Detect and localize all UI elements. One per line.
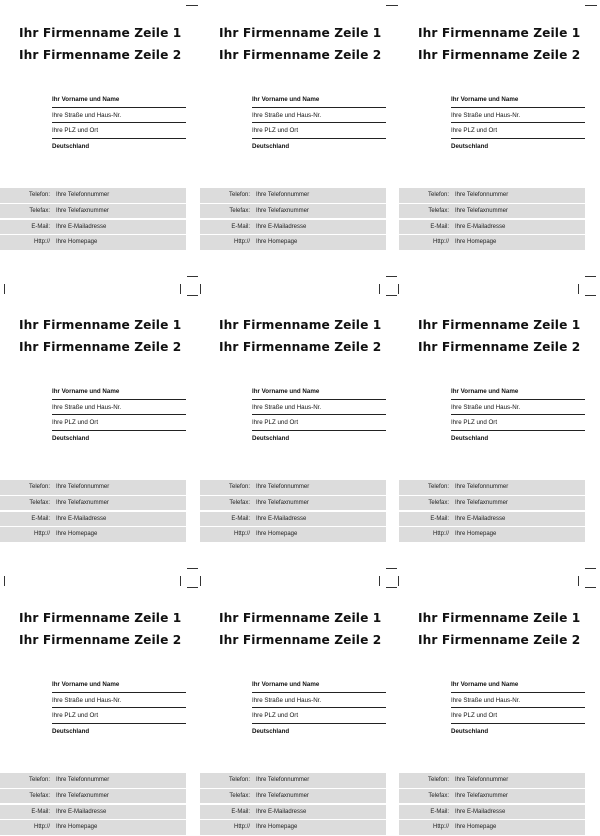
contact-value: Ihre Telefonnummer <box>256 777 310 783</box>
company-name-line2: Ihr Firmenname Zeile 2 <box>418 340 581 354</box>
company-name-line1: Ihr Firmenname Zeile 1 <box>19 26 182 40</box>
contact-value: Ihre Homepage <box>455 531 497 538</box>
country: Deutschland <box>451 142 489 150</box>
contact-label: Telefon: <box>228 484 250 490</box>
contact-value: Ihre Homepage <box>455 239 497 246</box>
address-block <box>252 677 386 739</box>
contact-label: Telefon: <box>228 777 250 783</box>
address-block <box>252 92 386 154</box>
contact-value: Ihre Telefonnummer <box>455 777 509 783</box>
contact-value: Ihre Telefaxnummer <box>256 792 309 799</box>
crop-mark <box>386 568 397 569</box>
company-name-line2: Ihr Firmenname Zeile 2 <box>418 48 581 62</box>
company-name-line2: Ihr Firmenname Zeile 2 <box>19 633 182 647</box>
crop-mark <box>379 576 380 586</box>
contact-row <box>0 805 186 820</box>
crop-mark <box>200 284 201 294</box>
person-name: Ihr Vorname und Name <box>252 384 386 400</box>
street-address: Ihre Straße und Haus-Nr. <box>451 108 585 124</box>
contact-label: Telefax: <box>428 499 449 506</box>
crop-mark <box>585 5 597 6</box>
contact-value: Ihre Telefaxnummer <box>56 207 109 214</box>
contact-label: E-Mail: <box>231 808 250 815</box>
person-name: Ihr Vorname und Name <box>451 92 585 108</box>
business-card <box>200 585 389 835</box>
crop-mark <box>386 276 397 277</box>
business-card <box>399 585 588 835</box>
contact-label: E-Mail: <box>430 515 449 522</box>
person-name: Ihr Vorname und Name <box>451 384 585 400</box>
contact-row <box>200 789 386 804</box>
contact-row <box>399 512 585 527</box>
person-name: Ihr Vorname und Name <box>451 677 585 693</box>
contact-row <box>0 204 186 219</box>
business-card <box>200 0 389 250</box>
crop-mark <box>386 5 398 6</box>
business-card <box>0 0 189 250</box>
contact-value: Ihre Telefaxnummer <box>455 499 508 506</box>
contact-value: Ihre E-Mailadresse <box>455 223 506 230</box>
contact-row <box>200 204 386 219</box>
contact-value: Ihre Telefaxnummer <box>455 207 508 214</box>
contact-row <box>0 527 186 542</box>
contact-label: Telefax: <box>229 792 250 799</box>
contact-label: E-Mail: <box>31 515 50 522</box>
person-name: Ihr Vorname und Name <box>52 677 186 693</box>
crop-mark <box>4 284 5 294</box>
contact-row <box>0 773 186 788</box>
contact-row <box>0 220 186 235</box>
contact-block <box>0 188 186 251</box>
postal-city: Ihre PLZ und Ort <box>52 123 186 139</box>
crop-mark <box>585 587 596 588</box>
company-name-line1: Ihr Firmenname Zeile 1 <box>418 26 581 40</box>
postal-city: Ihre PLZ und Ort <box>451 708 585 724</box>
contact-value: Ihre E-Mailadresse <box>256 223 307 230</box>
contact-label: Http:// <box>33 239 50 246</box>
country: Deutschland <box>252 434 290 442</box>
person-name: Ihr Vorname und Name <box>252 92 386 108</box>
contact-row <box>200 220 386 235</box>
person-name: Ihr Vorname und Name <box>52 384 186 400</box>
address-block <box>451 384 585 446</box>
company-name-line2: Ihr Firmenname Zeile 2 <box>219 48 382 62</box>
crop-mark <box>180 576 181 586</box>
contact-label: Telefon: <box>427 192 449 198</box>
street-address: Ihre Straße und Haus-Nr. <box>52 108 186 124</box>
crop-mark <box>4 576 5 586</box>
crop-mark <box>578 576 579 586</box>
street-address: Ihre Straße und Haus-Nr. <box>52 400 186 416</box>
business-card <box>0 292 189 542</box>
contact-row <box>399 789 585 804</box>
crop-mark <box>186 5 198 6</box>
address-block <box>52 384 186 446</box>
contact-label: Http:// <box>233 239 250 246</box>
country: Deutschland <box>451 434 489 442</box>
contact-row <box>200 527 386 542</box>
contact-block <box>200 188 386 251</box>
contact-value: Ihre Telefonnummer <box>455 484 509 490</box>
country: Deutschland <box>52 727 90 735</box>
postal-city: Ihre PLZ und Ort <box>252 415 386 431</box>
street-address: Ihre Straße und Haus-Nr. <box>252 693 386 709</box>
contact-row <box>200 512 386 527</box>
street-address: Ihre Straße und Haus-Nr. <box>451 693 585 709</box>
contact-label: Http:// <box>33 531 50 538</box>
postal-city: Ihre PLZ und Ort <box>451 415 585 431</box>
contact-row <box>399 480 585 495</box>
crop-mark <box>200 576 201 586</box>
contact-value: Ihre E-Mailadresse <box>455 515 506 522</box>
contact-label: Telefax: <box>29 207 50 214</box>
contact-value: Ihre Homepage <box>256 239 298 246</box>
company-name-line1: Ihr Firmenname Zeile 1 <box>219 26 382 40</box>
contact-label: Http:// <box>432 239 449 246</box>
contact-value: Ihre E-Mailadresse <box>56 223 107 230</box>
address-block <box>451 92 585 154</box>
contact-value: Ihre Homepage <box>56 531 98 538</box>
contact-row <box>399 773 585 788</box>
contact-row <box>399 204 585 219</box>
company-name-line1: Ihr Firmenname Zeile 1 <box>418 318 581 332</box>
contact-label: Telefax: <box>428 792 449 799</box>
contact-label: Http:// <box>233 824 250 831</box>
contact-label: Telefon: <box>427 484 449 490</box>
contact-value: Ihre E-Mailadresse <box>256 515 307 522</box>
contact-row <box>399 235 585 250</box>
contact-value: Ihre Homepage <box>256 824 298 831</box>
contact-label: E-Mail: <box>31 223 50 230</box>
crop-mark <box>398 576 399 586</box>
contact-value: Ihre Homepage <box>56 824 98 831</box>
contact-label: Http:// <box>432 531 449 538</box>
contact-label: E-Mail: <box>231 515 250 522</box>
crop-mark <box>585 295 596 296</box>
company-name-line2: Ihr Firmenname Zeile 2 <box>19 48 182 62</box>
crop-mark <box>180 284 181 294</box>
contact-label: Telefax: <box>229 207 250 214</box>
contact-row <box>399 805 585 820</box>
crop-mark <box>398 284 399 294</box>
contact-value: Ihre Telefonnummer <box>256 192 310 198</box>
contact-row <box>200 235 386 250</box>
contact-label: Telefax: <box>229 499 250 506</box>
contact-row <box>200 188 386 203</box>
contact-label: Telefon: <box>28 484 50 490</box>
crop-mark <box>187 276 198 277</box>
contact-row <box>0 820 186 835</box>
contact-label: E-Mail: <box>31 808 50 815</box>
street-address: Ihre Straße und Haus-Nr. <box>252 108 386 124</box>
crop-mark <box>585 568 596 569</box>
contact-value: Ihre E-Mailadresse <box>56 515 107 522</box>
company-name-line2: Ihr Firmenname Zeile 2 <box>219 340 382 354</box>
country: Deutschland <box>52 142 90 150</box>
postal-city: Ihre PLZ und Ort <box>451 123 585 139</box>
company-name-line2: Ihr Firmenname Zeile 2 <box>19 340 182 354</box>
contact-value: Ihre Telefonnummer <box>56 777 110 783</box>
contact-label: Http:// <box>233 531 250 538</box>
contact-label: E-Mail: <box>430 808 449 815</box>
address-block <box>252 384 386 446</box>
contact-value: Ihre Telefaxnummer <box>256 499 309 506</box>
company-name-line2: Ihr Firmenname Zeile 2 <box>418 633 581 647</box>
contact-value: Ihre Telefaxnummer <box>56 792 109 799</box>
crop-mark <box>187 587 198 588</box>
company-name-line1: Ihr Firmenname Zeile 1 <box>219 611 382 625</box>
contact-row <box>399 527 585 542</box>
contact-row <box>200 773 386 788</box>
crop-mark <box>379 284 380 294</box>
contact-row <box>200 496 386 511</box>
address-block <box>52 677 186 739</box>
contact-row <box>0 235 186 250</box>
country: Deutschland <box>451 727 489 735</box>
contact-label: Telefon: <box>28 777 50 783</box>
country: Deutschland <box>252 727 290 735</box>
contact-row <box>399 820 585 835</box>
postal-city: Ihre PLZ und Ort <box>52 415 186 431</box>
crop-mark <box>386 295 397 296</box>
contact-block <box>399 773 585 836</box>
contact-value: Ihre Telefonnummer <box>455 192 509 198</box>
street-address: Ihre Straße und Haus-Nr. <box>52 693 186 709</box>
contact-label: Telefax: <box>29 792 50 799</box>
contact-row <box>200 480 386 495</box>
contact-block <box>399 188 585 251</box>
contact-value: Ihre E-Mailadresse <box>56 808 107 815</box>
country: Deutschland <box>52 434 90 442</box>
contact-label: Telefon: <box>427 777 449 783</box>
contact-label: Telefax: <box>428 207 449 214</box>
company-name-line2: Ihr Firmenname Zeile 2 <box>219 633 382 647</box>
business-card <box>0 585 189 835</box>
business-card <box>399 0 588 250</box>
postal-city: Ihre PLZ und Ort <box>52 708 186 724</box>
crop-mark <box>187 568 198 569</box>
contact-value: Ihre Telefonnummer <box>56 484 110 490</box>
company-name-line1: Ihr Firmenname Zeile 1 <box>19 611 182 625</box>
street-address: Ihre Straße und Haus-Nr. <box>451 400 585 416</box>
contact-block <box>0 480 186 543</box>
contact-value: Ihre Telefaxnummer <box>256 207 309 214</box>
contact-block <box>399 480 585 543</box>
contact-block <box>200 773 386 836</box>
contact-row <box>0 496 186 511</box>
contact-value: Ihre E-Mailadresse <box>455 808 506 815</box>
company-name-line1: Ihr Firmenname Zeile 1 <box>418 611 581 625</box>
contact-row <box>399 496 585 511</box>
company-name-line1: Ihr Firmenname Zeile 1 <box>219 318 382 332</box>
country: Deutschland <box>252 142 290 150</box>
address-block <box>451 677 585 739</box>
address-block <box>52 92 186 154</box>
person-name: Ihr Vorname und Name <box>52 92 186 108</box>
contact-row <box>0 480 186 495</box>
business-card <box>399 292 588 542</box>
contact-label: Telefax: <box>29 499 50 506</box>
contact-value: Ihre Homepage <box>56 239 98 246</box>
contact-label: Http:// <box>33 824 50 831</box>
crop-mark <box>578 284 579 294</box>
contact-value: Ihre Telefaxnummer <box>56 499 109 506</box>
contact-row <box>399 220 585 235</box>
contact-label: Http:// <box>432 824 449 831</box>
contact-row <box>0 188 186 203</box>
contact-row <box>200 820 386 835</box>
crop-mark <box>187 295 198 296</box>
business-card <box>200 292 389 542</box>
contact-row <box>399 188 585 203</box>
street-address: Ihre Straße und Haus-Nr. <box>252 400 386 416</box>
contact-row <box>0 512 186 527</box>
contact-value: Ihre Telefonnummer <box>256 484 310 490</box>
company-name-line1: Ihr Firmenname Zeile 1 <box>19 318 182 332</box>
crop-mark <box>386 587 397 588</box>
contact-label: E-Mail: <box>430 223 449 230</box>
contact-label: Telefon: <box>228 192 250 198</box>
contact-row <box>0 789 186 804</box>
contact-value: Ihre Telefonnummer <box>56 192 110 198</box>
contact-row <box>200 805 386 820</box>
postal-city: Ihre PLZ und Ort <box>252 123 386 139</box>
postal-city: Ihre PLZ und Ort <box>252 708 386 724</box>
contact-block <box>0 773 186 836</box>
contact-value: Ihre Homepage <box>256 531 298 538</box>
contact-block <box>200 480 386 543</box>
contact-label: E-Mail: <box>231 223 250 230</box>
contact-label: Telefon: <box>28 192 50 198</box>
crop-mark <box>585 276 596 277</box>
person-name: Ihr Vorname und Name <box>252 677 386 693</box>
contact-value: Ihre Homepage <box>455 824 497 831</box>
contact-value: Ihre E-Mailadresse <box>256 808 307 815</box>
contact-value: Ihre Telefaxnummer <box>455 792 508 799</box>
